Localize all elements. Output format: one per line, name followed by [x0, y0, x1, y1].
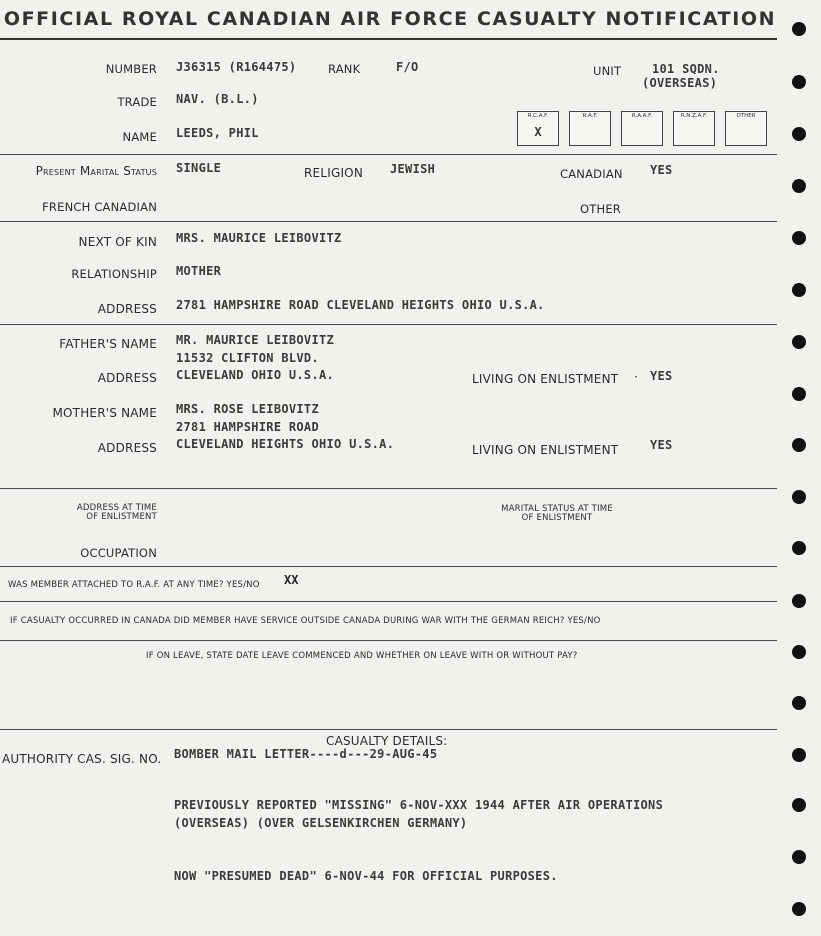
fathers-name-label: FATHER'S NAME — [59, 337, 157, 351]
trade-label: TRADE — [117, 95, 157, 109]
binder-hole — [792, 594, 806, 608]
father-name-value: MR. MAURICE LEIBOVITZ — [176, 333, 335, 347]
casualty-details-line3: NOW "PRESUMED DEAD" 6-NOV-44 FOR OFFICIAL PURPOSES. — [174, 869, 558, 883]
father-living-label: LIVING ON ENLISTMENT — [472, 372, 619, 386]
section-rule — [0, 488, 777, 489]
french-canadian-label: FRENCH CANADIAN — [42, 200, 157, 214]
section-rule — [0, 729, 777, 730]
service-box-label: R.A.F. — [582, 113, 598, 119]
relationship-label: RELATIONSHIP — [71, 267, 157, 281]
binder-hole — [792, 438, 806, 452]
section-rule — [0, 221, 777, 222]
service-box-label: R.A.A.F. — [631, 113, 653, 119]
marital-at-time-label-2: OF ENLISTMENT — [521, 513, 593, 523]
rank-label: RANK — [328, 62, 361, 76]
marital-status-value: SINGLE — [176, 161, 222, 175]
service-box-label: R.N.Z.A.F. — [680, 113, 708, 119]
mother-living-label: LIVING ON ENLISTMENT — [472, 443, 619, 457]
father-address-line1: 11532 CLIFTON BLVD. — [176, 351, 319, 365]
father-address-label: ADDRESS — [97, 371, 157, 385]
religion-label: RELIGION — [304, 166, 364, 180]
title-rule — [0, 38, 777, 40]
leave-question: IF ON LEAVE, STATE DATE LEAVE COMMENCED AND WHETHER ON LEAVE WITH OR WITHOUT PAY? — [146, 651, 578, 661]
form-title: OFFICIAL ROYAL CANADIAN AIR FORCE CASUALTY NOTIFICATION — [3, 8, 777, 30]
binder-hole — [792, 902, 806, 916]
mother-address-line1: 2781 HAMPSHIRE ROAD — [176, 420, 319, 434]
casualty-details-line2: (OVERSEAS) (OVER GELSENKIRCHEN GERMANY) — [174, 816, 468, 830]
unit-value-line2: (OVERSEAS) — [642, 76, 718, 90]
nok-address-value: 2781 HAMPSHIRE ROAD CLEVELAND HEIGHTS OHIO U.S.A. — [176, 298, 545, 312]
authority-label: AUTHORITY CAS. SIG. NO. — [2, 752, 162, 766]
section-rule — [0, 640, 777, 641]
service-box-other — [725, 111, 767, 146]
service-box-rnzaf — [673, 111, 715, 146]
binder-hole — [792, 850, 806, 864]
mother-living-value: YES — [650, 438, 673, 452]
binder-hole — [792, 748, 806, 762]
authority-value: BOMBER MAIL LETTER----d---29-AUG-45 — [174, 747, 438, 761]
mother-address-line2: CLEVELAND HEIGHTS OHIO U.S.A. — [176, 437, 395, 451]
binder-hole — [792, 283, 806, 297]
name-label: NAME — [122, 130, 157, 144]
section-rule — [0, 601, 777, 602]
section-rule — [0, 154, 777, 155]
mother-name-value: MRS. ROSE LEIBOVITZ — [176, 402, 319, 416]
binder-hole — [792, 798, 806, 812]
number-label: NUMBER — [105, 62, 157, 76]
raf-answer-mark: XX — [284, 573, 299, 587]
canada-question: IF CASUALTY OCCURRED IN CANADA DID MEMBER HAVE SERVICE OUTSIDE CANADA DURING WAR WITH THE GERMAN REICH? YES/NO — [10, 616, 601, 626]
rank-value: F/O — [396, 60, 419, 74]
service-box-rcaf — [517, 111, 559, 146]
canadian-label: CANADIAN — [560, 167, 623, 181]
marital-at-time-label-1: MARITAL STATUS AT TIME — [501, 504, 613, 514]
occupation-label: OCCUPATION — [80, 546, 157, 560]
marital-status-label: Present Marital Status — [35, 164, 157, 178]
father-living-value: YES — [650, 369, 673, 383]
binder-hole — [792, 231, 806, 245]
mother-address-label: ADDRESS — [97, 441, 157, 455]
raf-question: WAS MEMBER ATTACHED TO R.A.F. AT ANY TIME? YES/NO — [8, 580, 260, 590]
number-value: J36315 (R164475) — [176, 60, 297, 74]
binder-hole — [792, 696, 806, 710]
next-of-kin-value: MRS. MAURICE LEIBOVITZ — [176, 231, 342, 245]
unit-value-line1: 101 SQDN. — [652, 62, 720, 76]
binder-hole — [792, 335, 806, 349]
service-box-label: R.C.A.F. — [527, 113, 549, 119]
service-box-mark: X — [534, 125, 542, 139]
binder-hole — [792, 490, 806, 504]
relationship-value: MOTHER — [176, 264, 222, 278]
binder-hole — [792, 127, 806, 141]
service-box-label: OTHER — [736, 113, 756, 119]
address-at-time-label-2: OF ENLISTMENT — [86, 512, 157, 522]
casualty-details-heading: CASUALTY DETAILS: — [326, 734, 448, 748]
father-address-line2: CLEVELAND OHIO U.S.A. — [176, 368, 335, 382]
binder-hole — [792, 645, 806, 659]
casualty-details-line1: PREVIOUSLY REPORTED "MISSING" 6-NOV-XXX 1944 AFTER AIR OPERATIONS — [174, 798, 664, 812]
binder-hole — [792, 75, 806, 89]
service-box-raaf — [621, 111, 663, 146]
binder-hole — [792, 179, 806, 193]
unit-label: UNIT — [593, 64, 622, 78]
binder-hole — [792, 387, 806, 401]
trade-value: NAV. (B.L.) — [176, 92, 259, 106]
name-value: LEEDS, PHIL — [176, 126, 259, 140]
canadian-value: YES — [650, 163, 673, 177]
mothers-name-label: MOTHER'S NAME — [52, 406, 157, 420]
next-of-kin-label: NEXT OF KIN — [78, 235, 157, 249]
address-at-time-label-1: ADDRESS AT TIME — [76, 503, 157, 513]
section-rule — [0, 566, 777, 567]
service-box-raf — [569, 111, 611, 146]
binder-hole — [792, 22, 806, 36]
other-label: OTHER — [580, 202, 621, 216]
section-rule — [0, 324, 777, 325]
binder-hole — [792, 541, 806, 555]
father-living-dot: · — [634, 370, 639, 384]
nok-address-label: ADDRESS — [97, 302, 157, 316]
religion-value: JEWISH — [390, 162, 436, 176]
